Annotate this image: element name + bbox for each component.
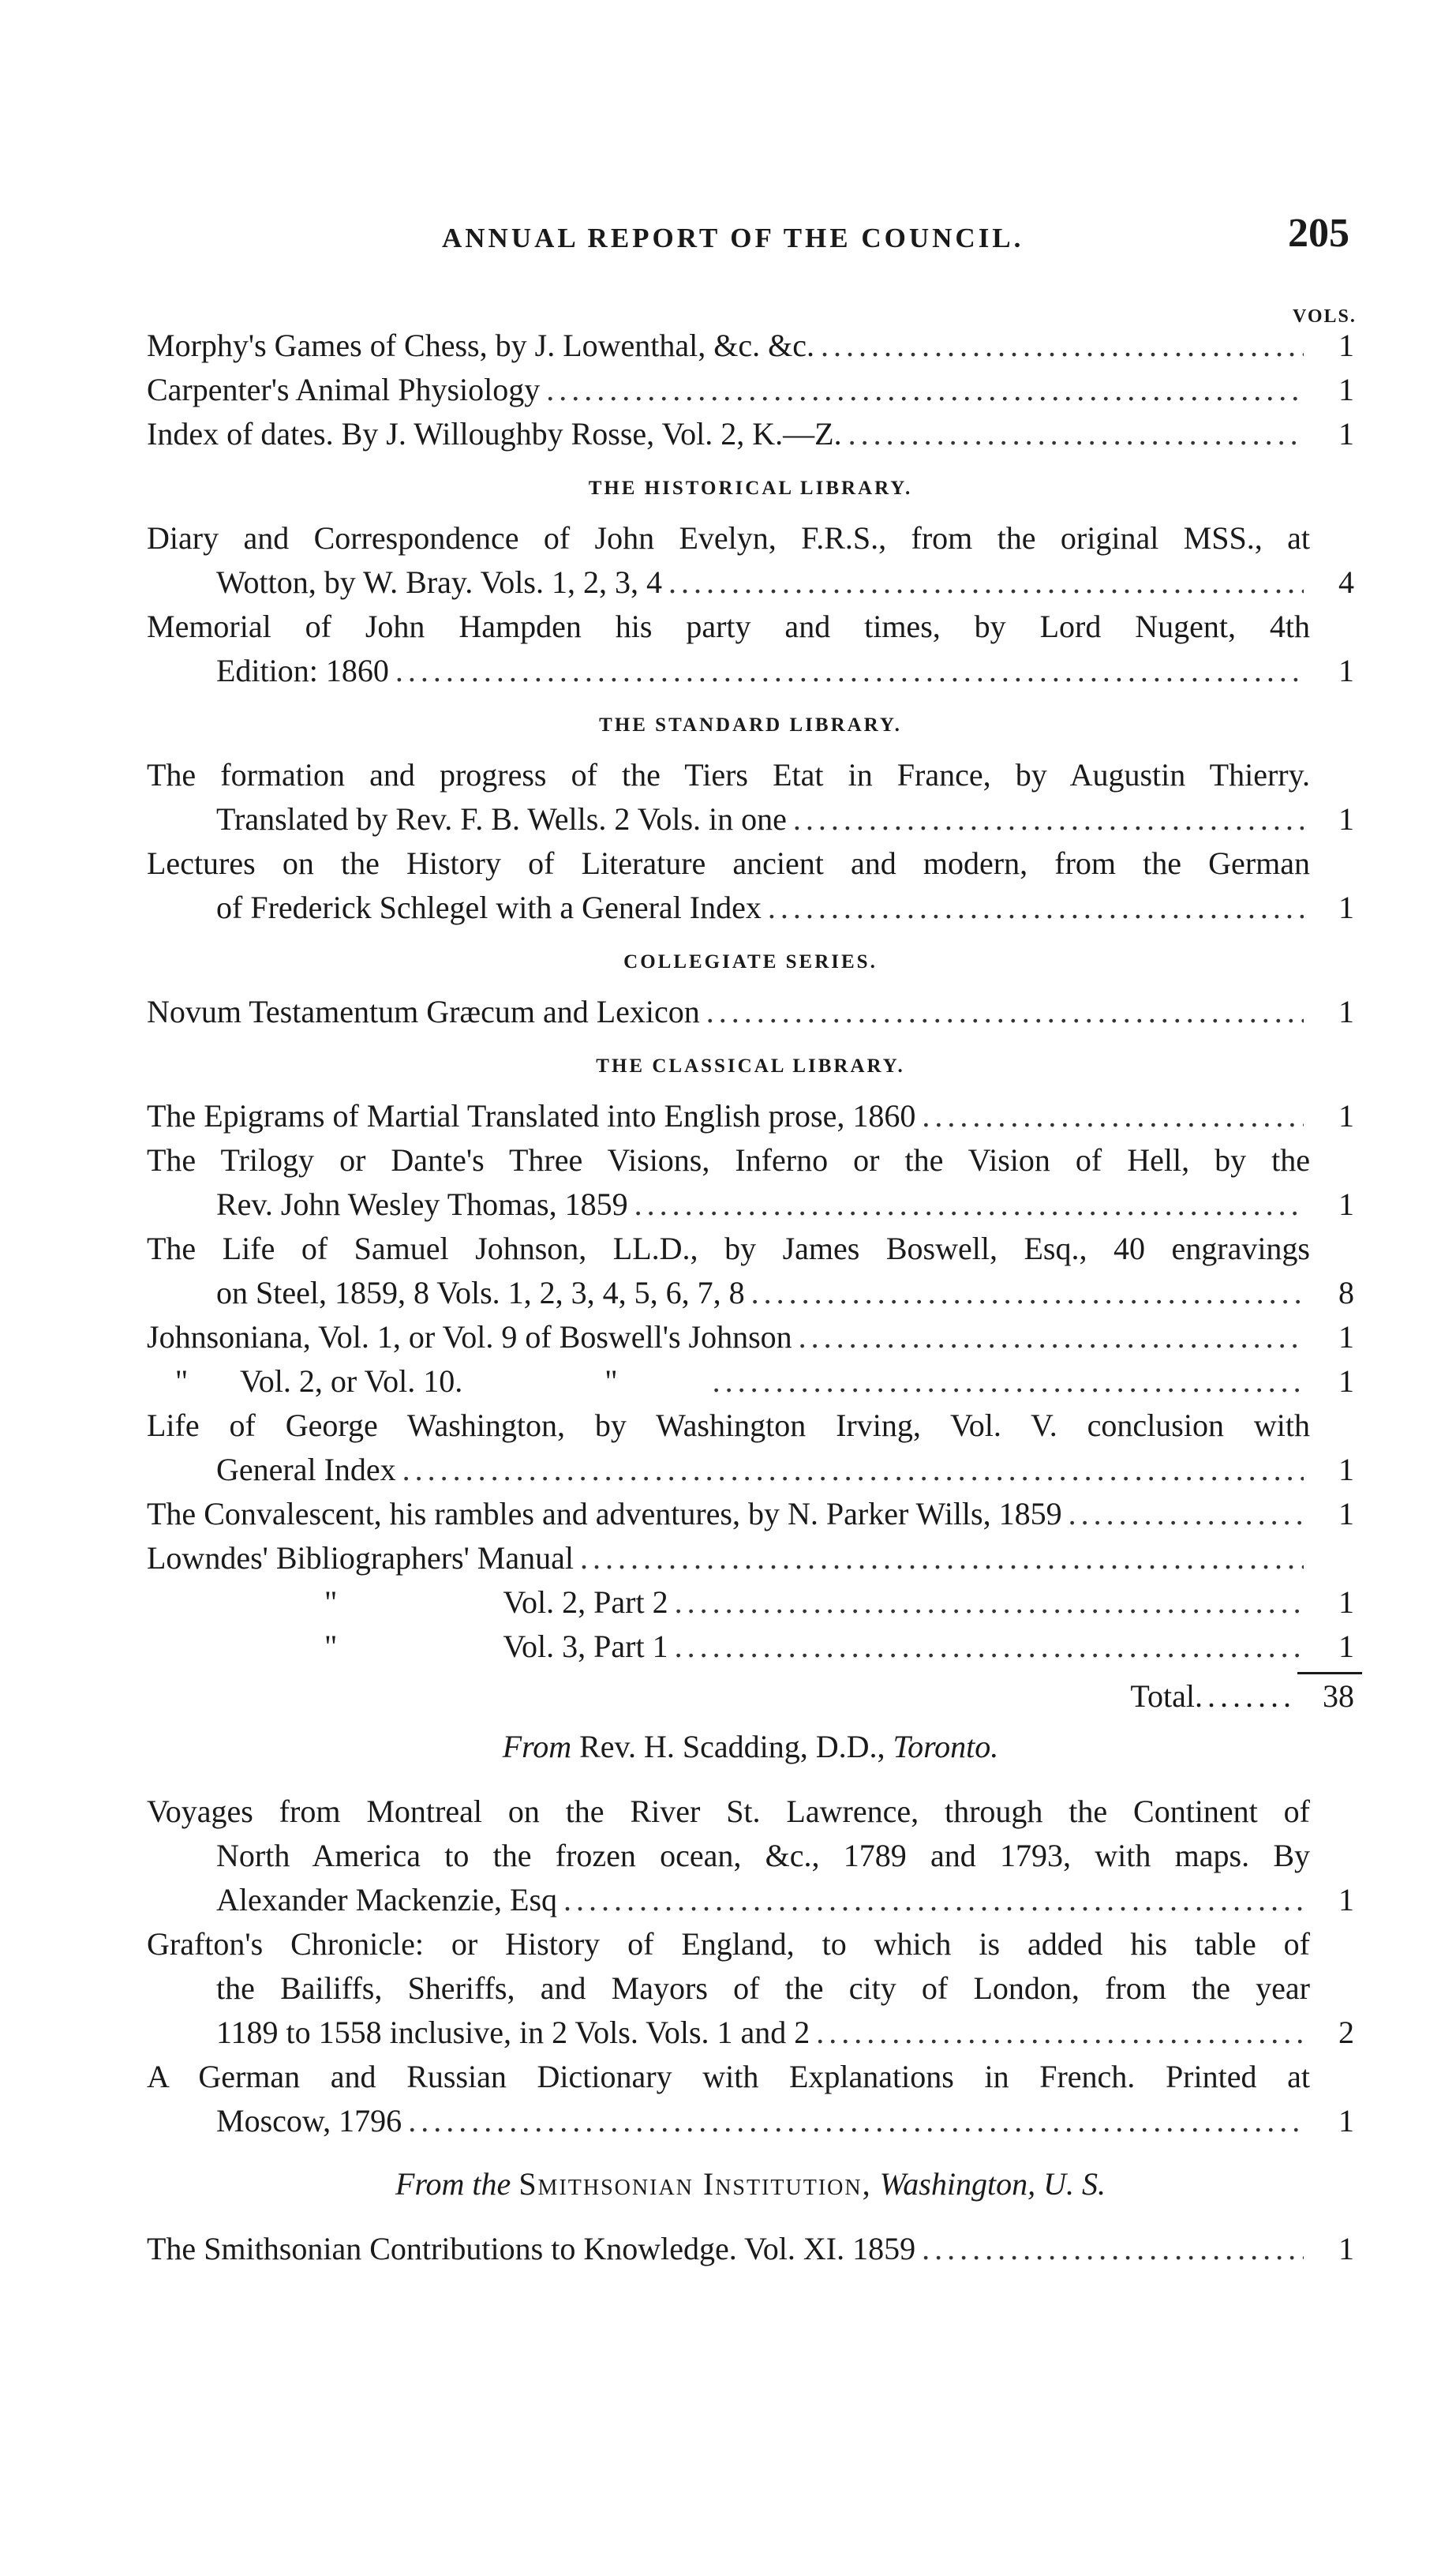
page-title: ANNUAL REPORT OF THE COUNCIL.: [442, 223, 1024, 253]
dot-leader: [713, 1359, 1304, 1404]
dot-leader: [546, 368, 1304, 412]
section-heading-classical: THE CLASSICAL LIBRARY.: [596, 1055, 905, 1077]
list-item: [147, 2055, 1354, 2143]
entry-line: Life of George Washington, by Washington Irving, Vol. V. conclusion with: [147, 1408, 1310, 1443]
running-head: [0, 207, 1456, 270]
dot-leader: [821, 324, 1304, 368]
total-line: [147, 1674, 1354, 1719]
entry-line: Memorial of John Hampden his party and times, by Lord Nugent, 4th: [147, 609, 1310, 644]
entry-line: General Index: [216, 1452, 396, 1487]
donor-name: Rev. H. Scadding, D.D.,: [579, 1729, 885, 1764]
dot-leader: [563, 1878, 1304, 1922]
entry-line: Alexander Mackenzie, Esq: [216, 1882, 558, 1917]
section-heading-standard: THE STANDARD LIBRARY.: [599, 714, 902, 736]
dot-leader: [675, 1580, 1304, 1625]
ditto-mark: ": [174, 1363, 189, 1399]
dot-leader: [799, 1315, 1304, 1359]
list-item: [147, 1315, 1354, 1359]
list-item: [147, 842, 1354, 930]
dot-leader: [751, 1271, 1304, 1315]
dot-leader: [402, 1448, 1304, 1492]
dot-leader: [848, 412, 1304, 456]
entry-line: Lectures on the History of Literature ancient and modern, from the German: [147, 845, 1310, 881]
list-item: [147, 1536, 1354, 1580]
page-number: 205: [1288, 211, 1349, 256]
dot-leader: [675, 1625, 1304, 1669]
section-heading-collegiate: COLLEGIATE SERIES.: [623, 951, 878, 973]
dot-leader: [668, 560, 1304, 605]
list-item: [147, 324, 1354, 368]
entry-line: Moscow, 1796: [216, 2103, 402, 2139]
entry-line: Wotton, by W. Bray. Vols. 1, 2, 3, 4: [216, 564, 662, 600]
list-item: [147, 990, 1354, 1034]
donor-place: Washington, U. S.: [879, 2166, 1106, 2202]
list-item: [147, 1625, 1354, 1669]
donor-heading-scadding: [147, 1723, 1354, 1771]
vols-count: 1: [1338, 1186, 1354, 1222]
entry-title: Lowndes' Bibliographers' Manual: [147, 1540, 574, 1576]
total-label: Total........: [1130, 1678, 1296, 1714]
entry-title: Vol. 3, Part 1: [503, 1629, 668, 1664]
list-item: [147, 1138, 1354, 1227]
entry-line: Rev. John Wesley Thomas, 1859: [216, 1186, 628, 1222]
vols-column-label: VOLS.: [1293, 306, 1357, 327]
entry-line: Translated by Rev. F. B. Wells. 2 Vols. in one: [216, 801, 787, 837]
vols-count: 2: [1338, 2015, 1354, 2050]
dot-leader: [922, 2227, 1304, 2271]
donor-heading-smithsonian: [147, 2161, 1354, 2208]
total-value: 38: [1323, 1678, 1354, 1714]
ditto-mark: ": [324, 1584, 338, 1620]
list-item: [147, 368, 1354, 412]
dot-leader: [580, 1536, 1304, 1580]
entry-line: The Life of Samuel Johnson, LL.D., by James Boswell, Esq., 40 engravings: [147, 1231, 1310, 1266]
list-item: [147, 1492, 1354, 1536]
ditto-mark: ": [324, 1629, 338, 1664]
donor-name: Smithsonian Institution,: [518, 2166, 872, 2202]
vols-count: 1: [1338, 653, 1354, 688]
entry-line: 1189 to 1558 inclusive, in 2 Vols. Vols. 1 and 2: [216, 2015, 810, 2050]
entry-title: Novum Testamentum Græcum and Lexicon: [147, 994, 700, 1029]
dot-leader: [816, 2011, 1304, 2055]
dot-leader: [922, 1094, 1304, 1138]
vols-count: 1: [1338, 890, 1354, 925]
vols-count: 1: [1338, 1882, 1354, 1917]
entry-title: Index of dates. By J. Willoughby Rosse, Vol. 2, K.—Z.: [147, 416, 842, 452]
entry-line: Grafton's Chronicle: or History of England, to which is added his table of: [147, 1926, 1310, 1962]
catalogue-list: [147, 324, 1354, 2271]
entry-title: Johnsoniana, Vol. 1, or Vol. 9 of Boswell's Johnson: [147, 1319, 792, 1355]
vols-count: 1: [1338, 1584, 1354, 1620]
list-item: [147, 516, 1354, 605]
entry-line: Edition: 1860: [216, 653, 389, 688]
dot-leader: [634, 1183, 1304, 1227]
list-item: [147, 1922, 1354, 2055]
entry-title: The Smithsonian Contributions to Knowledge. Vol. XI. 1859: [147, 2231, 916, 2266]
entry-line: of Frederick Schlegel with a General Index: [216, 890, 762, 925]
vols-count: 1: [1338, 2231, 1354, 2266]
list-item: [147, 1790, 1354, 1922]
dot-leader: [1069, 1492, 1304, 1536]
dot-leader: [793, 797, 1304, 842]
vols-count: 1: [1338, 416, 1354, 452]
vols-count: 1: [1338, 994, 1354, 1029]
list-item: [147, 412, 1354, 456]
vols-count: 1: [1338, 328, 1354, 363]
vols-count: 8: [1338, 1275, 1354, 1310]
vols-count: 1: [1338, 801, 1354, 837]
entry-title: The Convalescent, his rambles and adventures, by N. Parker Wills, 1859: [147, 1496, 1062, 1531]
entry-line: Voyages from Montreal on the River St. Lawrence, through the Continent of: [147, 1794, 1310, 1829]
vols-count: 1: [1338, 2103, 1354, 2139]
ditto-mark: ": [604, 1363, 618, 1399]
entry-line: on Steel, 1859, 8 Vols. 1, 2, 3, 4, 5, 6, 7, 8: [216, 1275, 745, 1310]
dot-leader: [706, 990, 1304, 1034]
from-label: From the: [395, 2166, 511, 2202]
vols-count: 1: [1338, 1363, 1354, 1399]
vols-count: 1: [1338, 1098, 1354, 1134]
list-item: [147, 1580, 1354, 1625]
vols-count: 1: [1338, 1319, 1354, 1355]
entry-title: Vol. 2, or Vol. 10.: [240, 1363, 463, 1399]
entry-title: Morphy's Games of Chess, by J. Lowenthal, &c. &c.: [147, 328, 814, 363]
vols-count: 1: [1338, 1496, 1354, 1531]
dot-leader: [768, 886, 1304, 930]
vols-count: 4: [1338, 564, 1354, 600]
section-heading-historical: THE HISTORICAL LIBRARY.: [588, 478, 913, 499]
vols-count: 1: [1338, 1629, 1354, 1664]
list-item: [147, 2227, 1354, 2271]
entry-line: the Bailiffs, Sheriffs, and Mayors of the city of London, from the year: [216, 1970, 1310, 2006]
vols-count: 1: [1338, 372, 1354, 407]
entry-line: North America to the frozen ocean, &c., 1789 and 1793, with maps. By: [216, 1838, 1310, 1873]
list-item: [147, 1227, 1354, 1315]
entry-title: Carpenter's Animal Physiology: [147, 372, 541, 407]
list-item: [147, 1404, 1354, 1492]
list-item: [147, 1359, 1354, 1404]
vols-count: 1: [1338, 1452, 1354, 1487]
donor-place: Toronto.: [893, 1729, 999, 1764]
entry-line: A German and Russian Dictionary with Explanations in French. Printed at: [147, 2059, 1310, 2094]
entry-line: The formation and progress of the Tiers Etat in France, by Augustin Thierry.: [147, 757, 1310, 793]
entry-title: The Epigrams of Martial Translated into English prose, 1860: [147, 1098, 916, 1134]
entry-line: The Trilogy or Dante's Three Visions, Inferno or the Vision of Hell, by the: [147, 1142, 1310, 1178]
entry-title: Vol. 2, Part 2: [503, 1584, 668, 1620]
from-label: From: [502, 1729, 572, 1764]
dot-leader: [395, 649, 1304, 693]
list-item: [147, 605, 1354, 693]
dot-leader: [408, 2099, 1304, 2143]
list-item: [147, 1094, 1354, 1138]
entry-line: Diary and Correspondence of John Evelyn, F.R.S., from the original MSS., at: [147, 520, 1310, 556]
list-item: [147, 753, 1354, 842]
